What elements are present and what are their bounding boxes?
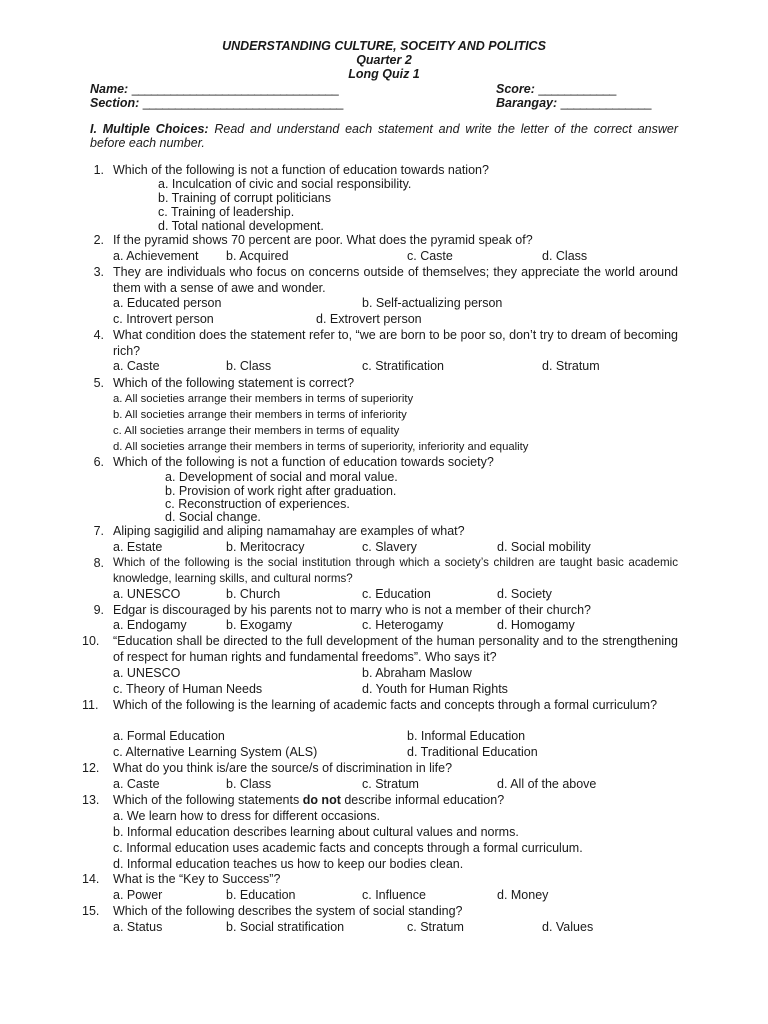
answer-option: a. Inculcation of civic and social responsibility.	[158, 177, 412, 191]
answer-option: a. Educated person	[113, 296, 222, 310]
section-label: Section:	[90, 96, 140, 110]
question-text: Which of the following is the learning of academic facts and concepts through a formal curriculum?	[113, 698, 658, 712]
question-number: 13.	[82, 793, 100, 807]
answer-option: c. Caste	[407, 249, 453, 263]
answer-option: d. Social change.	[165, 510, 261, 524]
answer-option: a. Endogamy	[113, 618, 187, 632]
question-number: 6.	[93, 455, 104, 469]
answer-option: d. All societies arrange their members in terms of superiority, inferiority and equality	[113, 441, 529, 453]
score-label: Score:	[496, 82, 535, 96]
answer-option: c. Reconstruction of experiences.	[165, 497, 350, 511]
name-label: Name:	[90, 82, 129, 96]
question-number: 14.	[82, 872, 100, 886]
answer-option: a. Development of social and moral value.	[165, 470, 398, 484]
answer-option: c. Stratification	[362, 359, 444, 373]
answer-option: d. Homogamy	[497, 618, 575, 632]
answer-option: c. Theory of Human Needs	[113, 682, 263, 696]
answer-option: d. Society	[497, 587, 552, 601]
name-blank[interactable]: ________________________________	[131, 82, 339, 96]
question-number: 8.	[93, 556, 104, 570]
question-text: What condition does the statement refer to, “we are born to be poor so, don’t try to dream of becoming rich?	[113, 328, 678, 358]
answer-option: d. Youth for Human Rights	[362, 682, 508, 696]
answer-option: a. Caste	[113, 359, 160, 373]
question-number: 12.	[82, 761, 100, 775]
question-number: 2.	[93, 233, 104, 247]
answer-option: d. All of the above	[497, 777, 597, 791]
answer-option: c. Training of leadership.	[158, 205, 295, 219]
answer-option: c. Slavery	[362, 540, 417, 554]
answer-option: c. Informal education uses academic facts and concepts through a formal curriculum.	[113, 841, 583, 855]
answer-option: a. Status	[113, 920, 163, 934]
answer-option: c. Introvert person	[113, 312, 214, 326]
question-number: 3.	[93, 265, 104, 279]
quarter-label: Quarter 2	[356, 53, 412, 67]
answer-option: b. Informal Education	[407, 729, 526, 743]
answer-option: b. Church	[226, 587, 281, 601]
answer-option: a. Estate	[113, 540, 163, 554]
quiz-label: Long Quiz 1	[348, 67, 420, 81]
question-text: What do you think is/are the source/s of discrimination in life?	[113, 761, 453, 775]
answer-option: d. Stratum	[542, 359, 600, 373]
question-number: 5.	[93, 376, 104, 390]
answer-option: a. Achievement	[113, 249, 199, 263]
answer-option: c. Education	[362, 587, 431, 601]
question-number: 4.	[93, 328, 104, 342]
answer-option: b. Social stratification	[226, 920, 345, 934]
answer-option: b. Abraham Maslow	[362, 666, 472, 680]
question-text: Which of the following is not a function of education towards nation?	[113, 163, 489, 177]
answer-option: c. Influence	[362, 888, 426, 902]
answer-option: d. Values	[542, 920, 594, 934]
answer-option: b. Meritocracy	[226, 540, 305, 554]
answer-option: d. Money	[497, 888, 549, 902]
barangay-blank[interactable]: ______________	[560, 96, 651, 110]
answer-option: d. Social mobility	[497, 540, 591, 554]
answer-option: a. Formal Education	[113, 729, 225, 743]
section-field[interactable]	[90, 96, 343, 110]
answer-option: a. UNESCO	[113, 666, 181, 680]
question-text: Which of the following statements do not describe informal education?	[113, 793, 505, 807]
answer-option: d. Extrovert person	[316, 312, 422, 326]
answer-option: b. All societies arrange their members in terms of inferiority	[113, 409, 407, 421]
answer-option: c. Stratum	[407, 920, 464, 934]
answer-option: b. Exogamy	[226, 618, 293, 632]
answer-option: d. Total national development.	[158, 219, 324, 233]
answer-option: b. Informal education describes learning about cultural values and norms.	[113, 825, 519, 839]
instructions	[90, 122, 678, 150]
name-field[interactable]	[90, 82, 338, 96]
answer-option: d. Traditional Education	[407, 745, 538, 759]
answer-option: b. Class	[226, 777, 272, 791]
answer-option: a. Caste	[113, 777, 160, 791]
question-text: Which of the following is the social institution through which a society’s children are taught basic academic knowledge, learning skills, and cultural norms?	[113, 556, 678, 585]
answer-option: a. All societies arrange their members in terms of superiority	[113, 393, 414, 405]
question-text: Which of the following statement is correct?	[113, 376, 355, 390]
answer-option: b. Class	[226, 359, 272, 373]
score-field[interactable]	[496, 82, 616, 96]
question-number: 1.	[93, 163, 104, 177]
answer-option: a. We learn how to dress for different occasions.	[113, 809, 381, 823]
question-number: 9.	[93, 603, 104, 617]
answer-option: c. Heterogamy	[362, 618, 444, 632]
question-text: Which of the following is not a function of education towards society?	[113, 455, 494, 469]
emphasis-text: do not	[302, 793, 341, 807]
question-text: “Education shall be directed to the full development of the human personality and to the strengthening of respect for human rights and fundamental freedoms”. Who says it?	[113, 634, 678, 664]
question-number: 15.	[82, 904, 100, 918]
answer-option: c. Stratum	[362, 777, 419, 791]
answer-option: d. Class	[542, 249, 588, 263]
answer-option: b. Provision of work right after graduation.	[165, 484, 397, 498]
document-title: UNDERSTANDING CULTURE, SOCEITY AND POLITICS	[222, 39, 546, 53]
question-text: Which of the following describes the system of social standing?	[113, 904, 463, 918]
question-number: 11.	[82, 698, 99, 712]
instructions-heading: I. Multiple Choices:	[90, 122, 209, 136]
score-blank[interactable]: ____________	[538, 82, 616, 96]
instructions-text: Read and understand each statement and write the letter of the correct answer before each number.	[90, 122, 678, 150]
question-text: Aliping sagigilid and aliping namamahay are examples of what?	[113, 524, 465, 538]
question-text: They are individuals who focus on concerns outside of themselves; they appreciate the world around them with a sense of awe and wonder.	[113, 265, 678, 295]
answer-option: a. Power	[113, 888, 163, 902]
answer-option: b. Self-actualizing person	[362, 296, 503, 310]
answer-option: d. Informal education teaches us how to keep our bodies clean.	[113, 857, 464, 871]
answer-option: b. Education	[226, 888, 296, 902]
barangay-field[interactable]	[496, 96, 651, 110]
question-text: Edgar is discouraged by his parents not to marry who is not a member of their church?	[113, 603, 592, 617]
answer-option: a. UNESCO	[113, 587, 181, 601]
question-number: 10.	[82, 634, 100, 648]
answer-option: b. Acquired	[226, 249, 289, 263]
answer-option: b. Training of corrupt politicians	[158, 191, 332, 205]
answer-option: c. Alternative Learning System (ALS)	[113, 745, 318, 759]
question-number: 7.	[93, 524, 104, 538]
answer-option: c. All societies arrange their members in terms of equality	[113, 425, 400, 437]
section-blank[interactable]: _______________________________	[142, 96, 343, 110]
question-text: If the pyramid shows 70 percent are poor. What does the pyramid speak of?	[113, 233, 533, 247]
barangay-label: Barangay:	[496, 96, 558, 110]
question-text: What is the “Key to Success”?	[113, 872, 281, 886]
